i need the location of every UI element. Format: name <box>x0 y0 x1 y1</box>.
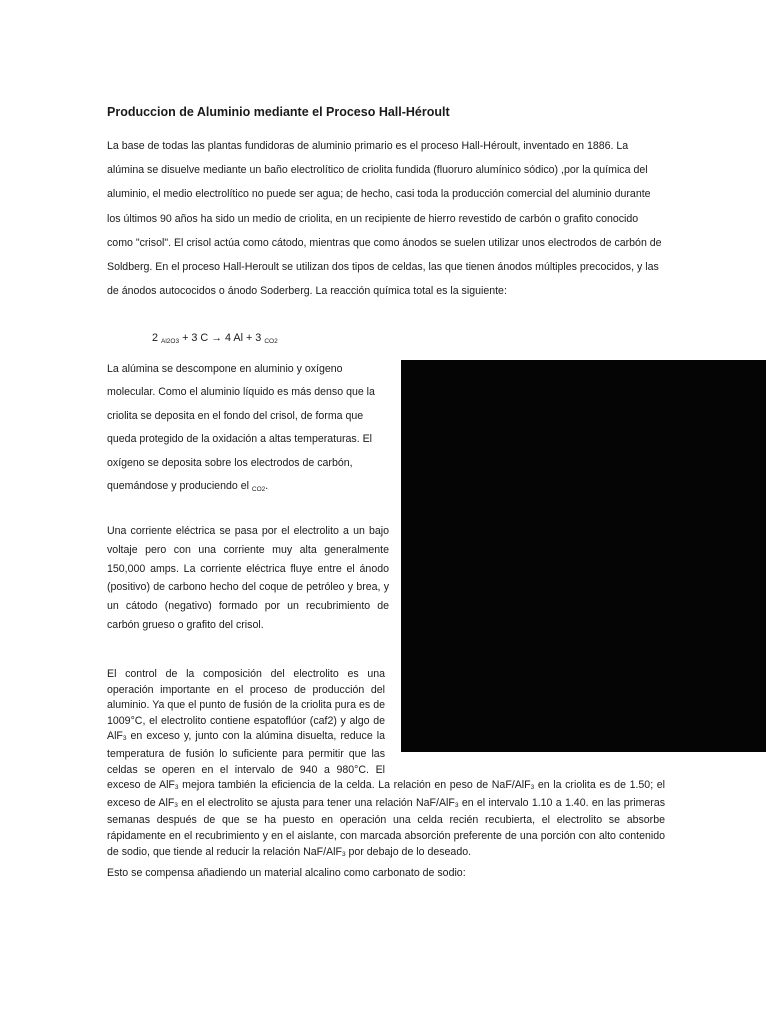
control-subscript-3: 3 <box>530 784 535 792</box>
equation-coefficient: 2 <box>152 332 159 344</box>
control-text-6: en el intervalo 1.10 a 1.40. en las primeras semanas después de que se ha puesto en operación una celda recién recubierta, el electrolito se absorbe rápidamente en el recubrimiento y en el aislante, con marcada absorción preferente de una porción con alto contenido de sodio, que tiende al reducir la relación NaF/AlF <box>107 796 666 858</box>
equation-body: + 3 C → 4 Al + 3 <box>182 332 262 344</box>
decomposition-text: La alúmina se descompone en aluminio y oxígeno molecular. Como el aluminio líquido es más denso que la criolita se deposita en el fondo del crisol, de forma que queda protegido de la oxidación a altas temperaturas. El oxígeno se deposita sobre los electrodos de carbón, quemándose y produciendo el <box>107 363 375 493</box>
chemical-equation <box>152 330 278 350</box>
control-text-3: mejora también la eficiencia de la celda. La relación en peso de NaF/AlF <box>178 779 531 792</box>
process-diagram-image <box>401 360 766 752</box>
control-text-7: por debajo de lo deseado. <box>345 845 472 858</box>
control-subscript-5: 3 <box>454 801 459 809</box>
control-subscript-6: 3 <box>341 850 346 858</box>
final-paragraph: Esto se compensa añadiendo un material alcalino como carbonato de sodio: <box>107 867 466 879</box>
current-paragraph: Una corriente eléctrica se pasa por el electrolito a un bajo voltaje pero con una corriente muy alta generalmente 150,000 amps. La corriente eléctrica fluye entre el ánodo (positivo) de carbono hecho del coque de petróleo y brea, y un cátodo (negativo) formado por un recubrimiento de carbón grueso o grafito del crisol. <box>107 525 389 631</box>
intro-paragraph: La base de todas las plantas fundidoras de aluminio primario es el proceso Hall-Héroult, inventado en 1886. La alúmina se disuelve mediante un baño electrolítico de criolita fundida (fluoruro alumínico sódico) ,por la química del aluminio, el medio electrolítico no puede ser agua; de hecho, casi toda la producción comercial del aluminio durante los últimos 90 años ha sido un medio de criolita, en un recipiente de hierro revestido de carbón o grafito conocido como "crisol". El crisol actúa como cátodo, mientras que como ánodos se suelen utilizar unos electrodos de carbón de Soldberg. En el proceso Hall-Heroult se utilizan dos tipos de celdas, las que tienen ánodos múltiples precocidos, y las de ánodos autococidos o ánodo Soderberg. La reacción química total es la siguiente: <box>107 140 662 298</box>
control-text-2: en exceso y, junto con la alúmina disuelta, reduce la temperatura de fusión lo suficiente para permitir que las celdas se operen en el intervalo de 940 a 980°C. El exceso de AlF <box>107 730 385 792</box>
control-subscript-1: 3 <box>122 735 127 743</box>
control-text-4: en la criolita es de 1.50; el exceso de AlF <box>107 779 666 809</box>
decomposition-paragraph <box>107 358 377 501</box>
control-text-1: El control de la composición del electrolito es una operación importante en el proceso de producción del aluminio. Ya que el punto de fusión de la criolita pura es de 1009°C, el electrolito contiene espatoflúor (caf2) y algo de AlF <box>107 668 385 743</box>
document-title: Produccion de Aluminio mediante el Proceso Hall-Héroult <box>107 105 450 119</box>
control-subscript-2: 3 <box>174 784 179 792</box>
control-subscript-4: 3 <box>174 801 178 809</box>
equation-subscript-product: CO2 <box>264 338 278 345</box>
decomposition-subscript: CO2 <box>251 486 266 494</box>
equation-subscript-reactant: Al2O3 <box>161 338 180 345</box>
control-text-5: en el electrolito se ajusta para tener una relación NaF/AlF <box>177 796 455 809</box>
decomposition-end: . <box>265 480 269 493</box>
